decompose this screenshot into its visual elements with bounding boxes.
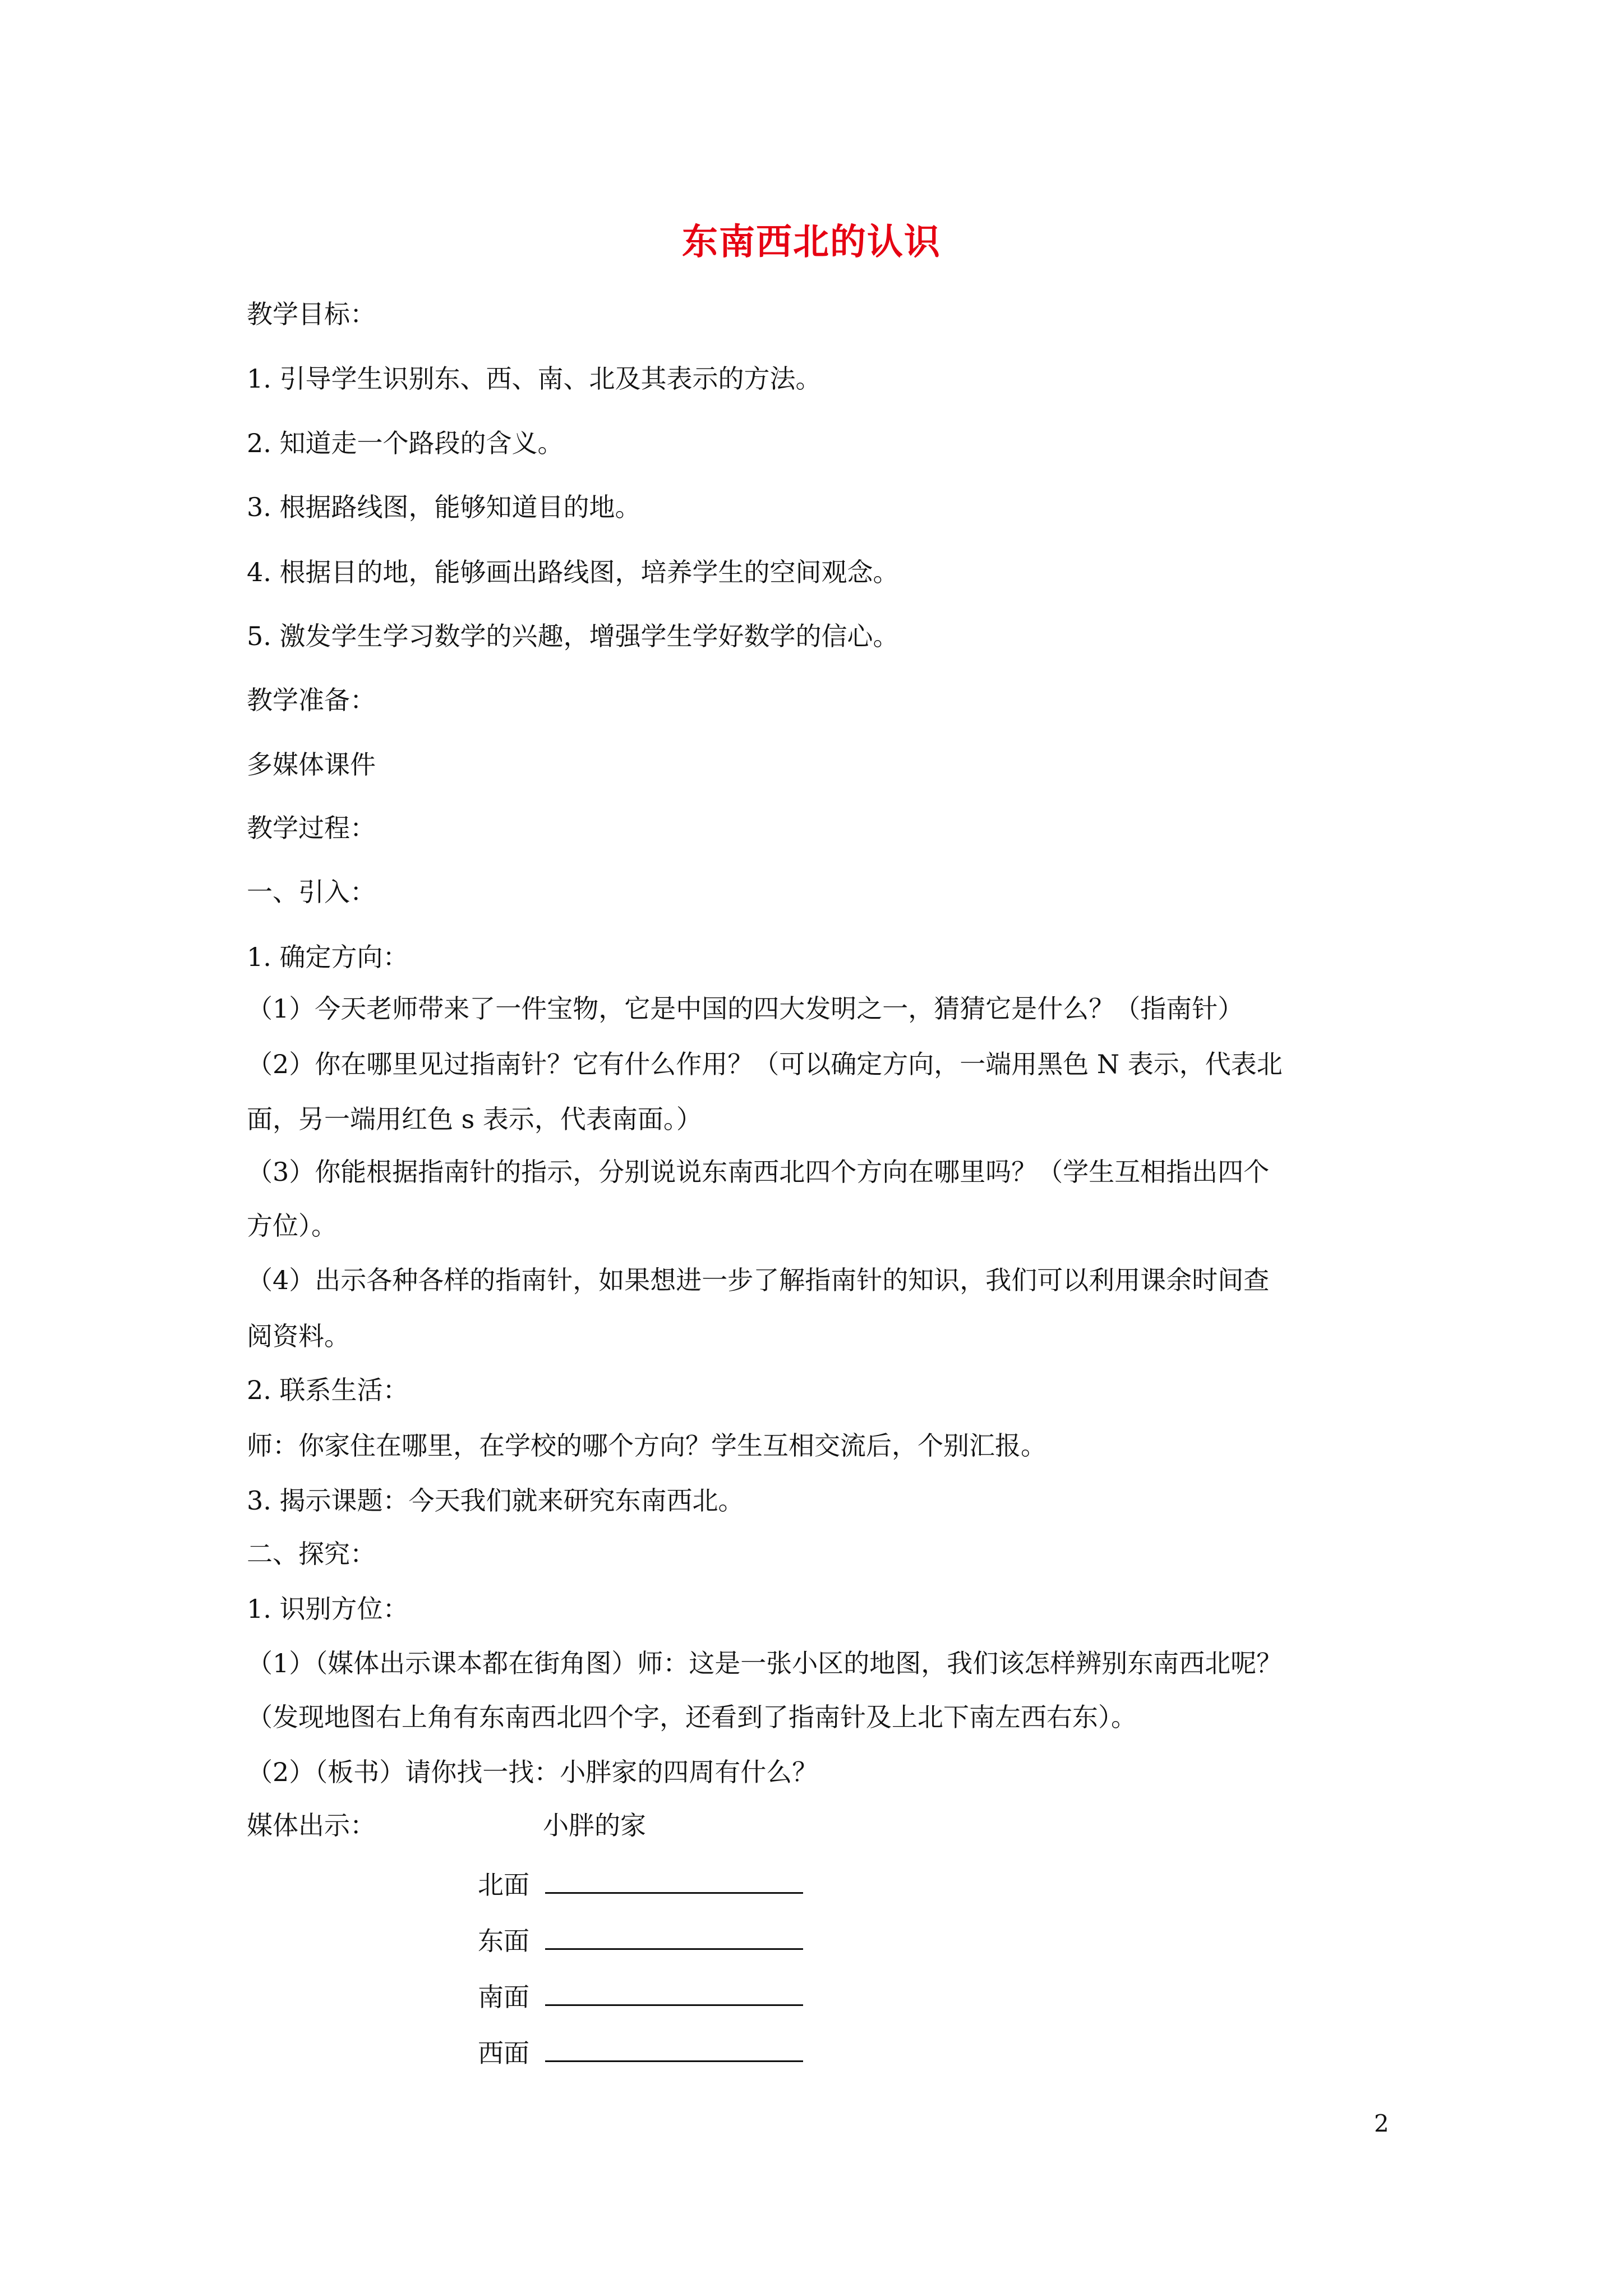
fill-blank-row — [478, 2033, 803, 2070]
text-line: 多媒体课件 — [247, 749, 376, 780]
text-line: 3. 揭示课题：今天我们就来研究东南西北。 — [247, 1485, 744, 1516]
text-line: 阅资料。 — [247, 1321, 350, 1351]
page-number: 2 — [1374, 2110, 1389, 2137]
text-line: （4）出示各种各样的指南针，如果想进一步了解指南针的知识，我们可以利用课余时间查 — [247, 1265, 1270, 1295]
direction-label: 东面 — [478, 1926, 529, 1956]
direction-label: 南面 — [478, 1982, 529, 2012]
fill-blank-row — [478, 1977, 803, 2014]
text-line: （2）（板书）请你找一找：小胖家的四周有什么？ — [247, 1757, 818, 1787]
direction-label: 西面 — [478, 2038, 529, 2068]
text-line: （2）你在哪里见过指南针？它有什么作用？（可以确定方向，一端用黑色 N 表示，代表北 — [247, 1049, 1283, 1079]
text-line: 二、探究： — [247, 1539, 376, 1569]
text-line: 一、引入： — [247, 877, 376, 907]
text-line: 2. 知道走一个路段的含义。 — [247, 428, 564, 458]
text-line: 1. 引导学生识别东、西、南、北及其表示的方法。 — [247, 364, 822, 394]
fill-blank-row — [478, 1921, 803, 1958]
document-title: 东南西北的认识 — [682, 222, 941, 263]
text-line: （1）今天老师带来了一件宝物，它是中国的四大发明之一，猜猜它是什么？（指南针） — [247, 993, 1244, 1024]
text-line: 3. 根据路线图，能够知道目的地。 — [247, 492, 641, 522]
text-line: 1. 识别方位： — [247, 1594, 409, 1624]
text-line: 4. 根据目的地，能够画出路线图，培养学生的空间观念。 — [247, 557, 899, 587]
text-line: 2. 联系生活： — [247, 1375, 409, 1405]
fill-blank-row — [478, 1865, 803, 1902]
text-line: （发现地图右上角有东南西北四个字，还看到了指南针及上北下南左西右东）。 — [247, 1702, 1137, 1732]
text-line: 1. 确定方向： — [247, 942, 409, 972]
media-label: 媒体出示： — [247, 1810, 376, 1841]
media-heading: 小胖的家 — [543, 1810, 646, 1841]
blank-line — [545, 2033, 803, 2062]
blank-line — [545, 1977, 803, 2006]
blank-line — [545, 1865, 803, 1894]
text-line: 教学目标： — [247, 299, 376, 329]
text-line: （3）你能根据指南针的指示，分别说说东南西北四个方向在哪里吗？（学生互相指出四个 — [247, 1157, 1270, 1187]
text-line: 方位）。 — [247, 1211, 337, 1241]
text-line: （1）（媒体出示课本都在街角图）师：这是一张小区的地图，我们该怎样辨别东南西北呢？ — [247, 1648, 1283, 1678]
text-line: 教学准备： — [247, 685, 376, 715]
text-line: 面，另一端用红色 s 表示，代表南面。） — [247, 1104, 702, 1134]
text-line: 教学过程： — [247, 813, 376, 843]
blank-line — [545, 1921, 803, 1950]
text-line: 师：你家住在哪里，在学校的哪个方向？学生互相交流后，个别汇报。 — [247, 1430, 1046, 1461]
direction-label: 北面 — [478, 1870, 529, 1900]
text-line: 5. 激发学生学习数学的兴趣，增强学生学好数学的信心。 — [247, 621, 899, 651]
